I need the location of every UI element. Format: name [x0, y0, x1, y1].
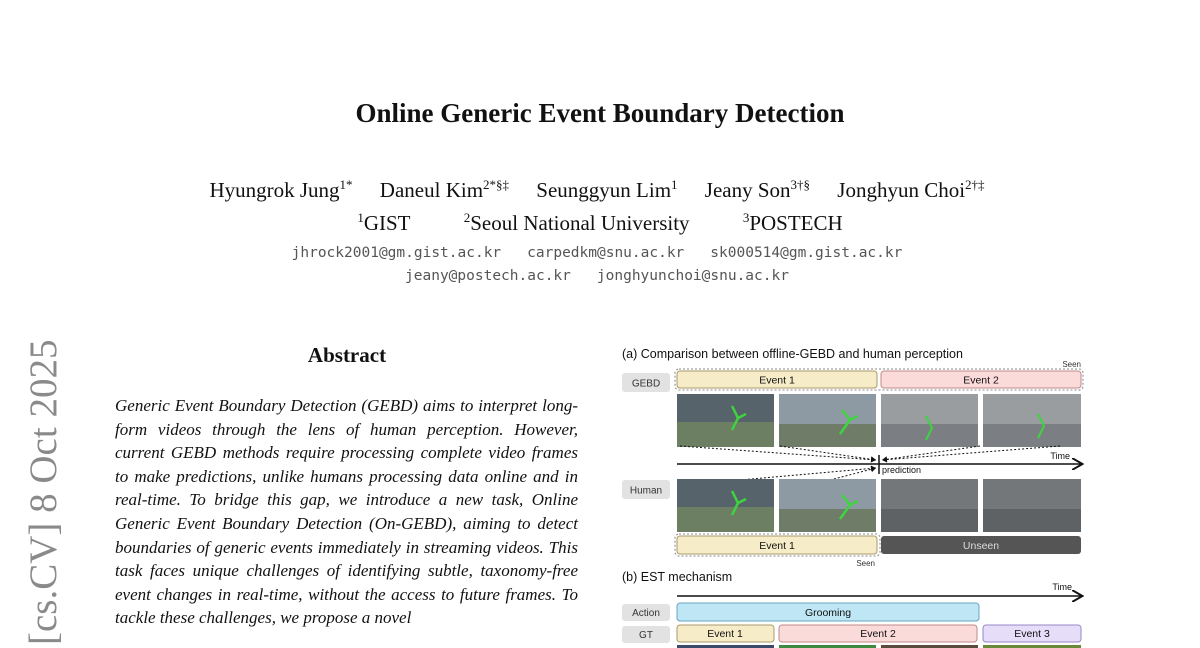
time-label-b: Time	[1052, 582, 1072, 592]
video-frame-field	[677, 507, 774, 532]
gt-event1-label: Event 1	[707, 628, 743, 640]
teaser-figure	[620, 344, 1090, 648]
panel-b-title: (b) EST mechanism	[622, 570, 733, 584]
video-frame-field	[779, 509, 876, 532]
action-bar-label: Grooming	[804, 607, 852, 619]
affiliation: $^3$POSTECH	[742, 210, 843, 235]
prediction-arrow	[740, 468, 876, 480]
abstract-heading: Abstract	[307, 343, 387, 367]
gebd-event2-label: Event 2	[963, 374, 999, 387]
seen-label: Seen	[1062, 360, 1081, 369]
abstract-text: Generic Event Boundary Detection (GEBD) aims to interpret long-form videos through the lens of human perception. However, current GEBD methods require processing complete video frames to make predictions, unlike humans processing data online and in real-time. To bridge this gap, we introduce a new task, Online Generic Event Boundary Detection (On-GEBD), aiming to detect boundaries of generic events immediately in streaming videos. This task faces unique challenges of identifying subtle, taxonomy-free event changes in real-time, without the access to future frames. To tackle these challenges, we propose a novel	[115, 396, 578, 628]
email-address: jhrock2001@gm.gist.ac.kr	[291, 245, 502, 261]
email-address: sk000514@gm.gist.ac.kr	[710, 245, 903, 261]
paper-title: Online Generic Event Boundary Detection	[355, 98, 845, 128]
prediction-label: prediction	[882, 465, 922, 475]
human-frames	[677, 479, 1081, 532]
seen-label-human: Seen	[856, 559, 875, 568]
panel-a-title: (a) Comparison between offline-GEBD and human perception	[622, 347, 963, 361]
author: Hyungrok Jung$^{1*}$	[209, 177, 353, 202]
email-line	[0, 268, 1194, 284]
gt-event2-label: Event 2	[860, 628, 896, 640]
gebd-row-label: GEBD	[631, 378, 661, 390]
author-list	[0, 178, 1194, 203]
email-address: jonghyunchoi@snu.ac.kr	[596, 268, 789, 284]
action-row-label: Action	[632, 608, 660, 619]
author: Jeany Son$^{3\dagger\S}$	[704, 177, 811, 202]
affiliation-list	[0, 211, 1200, 236]
email-address: jeany@postech.ac.kr	[405, 268, 571, 284]
video-frame-field	[779, 424, 876, 447]
human-event1-label: Event 1	[759, 540, 795, 552]
gt-event3-label: Event 3	[1014, 628, 1050, 640]
prediction-arrow	[882, 446, 1060, 460]
gt-row-label: GT	[639, 630, 653, 641]
human-row-label: Human	[629, 485, 663, 497]
gebd-event1-label: Event 1	[759, 374, 795, 387]
unseen-label: Unseen	[962, 540, 1000, 552]
affiliation: $^2$Seoul National University	[463, 210, 690, 235]
arxiv-stamp-text: [cs.CV] 8 Oct 2025	[22, 340, 65, 646]
author: Daneul Kim$^{2*\S\ddagger}$	[379, 177, 510, 202]
email-line	[0, 245, 1194, 261]
affiliation: $^1$GIST	[357, 210, 411, 235]
email-address: carpedkm@snu.ac.kr	[527, 245, 685, 261]
prediction-arrow	[680, 446, 876, 460]
stadium-stands	[881, 479, 978, 509]
prediction-arrow	[780, 446, 876, 460]
time-label: Time	[1050, 451, 1070, 461]
video-frame-field	[677, 422, 774, 447]
author: Jonghyun Choi$^{2\dagger\ddagger}$	[837, 177, 985, 202]
arxiv-stamp	[22, 340, 70, 648]
prediction-arrow	[882, 446, 980, 460]
author: Seunggyun Lim$^1$	[536, 177, 678, 202]
gebd-frames	[677, 394, 1081, 447]
stadium-stands	[983, 479, 1081, 509]
stadium-stands	[881, 394, 978, 424]
stadium-stands	[983, 394, 1081, 424]
